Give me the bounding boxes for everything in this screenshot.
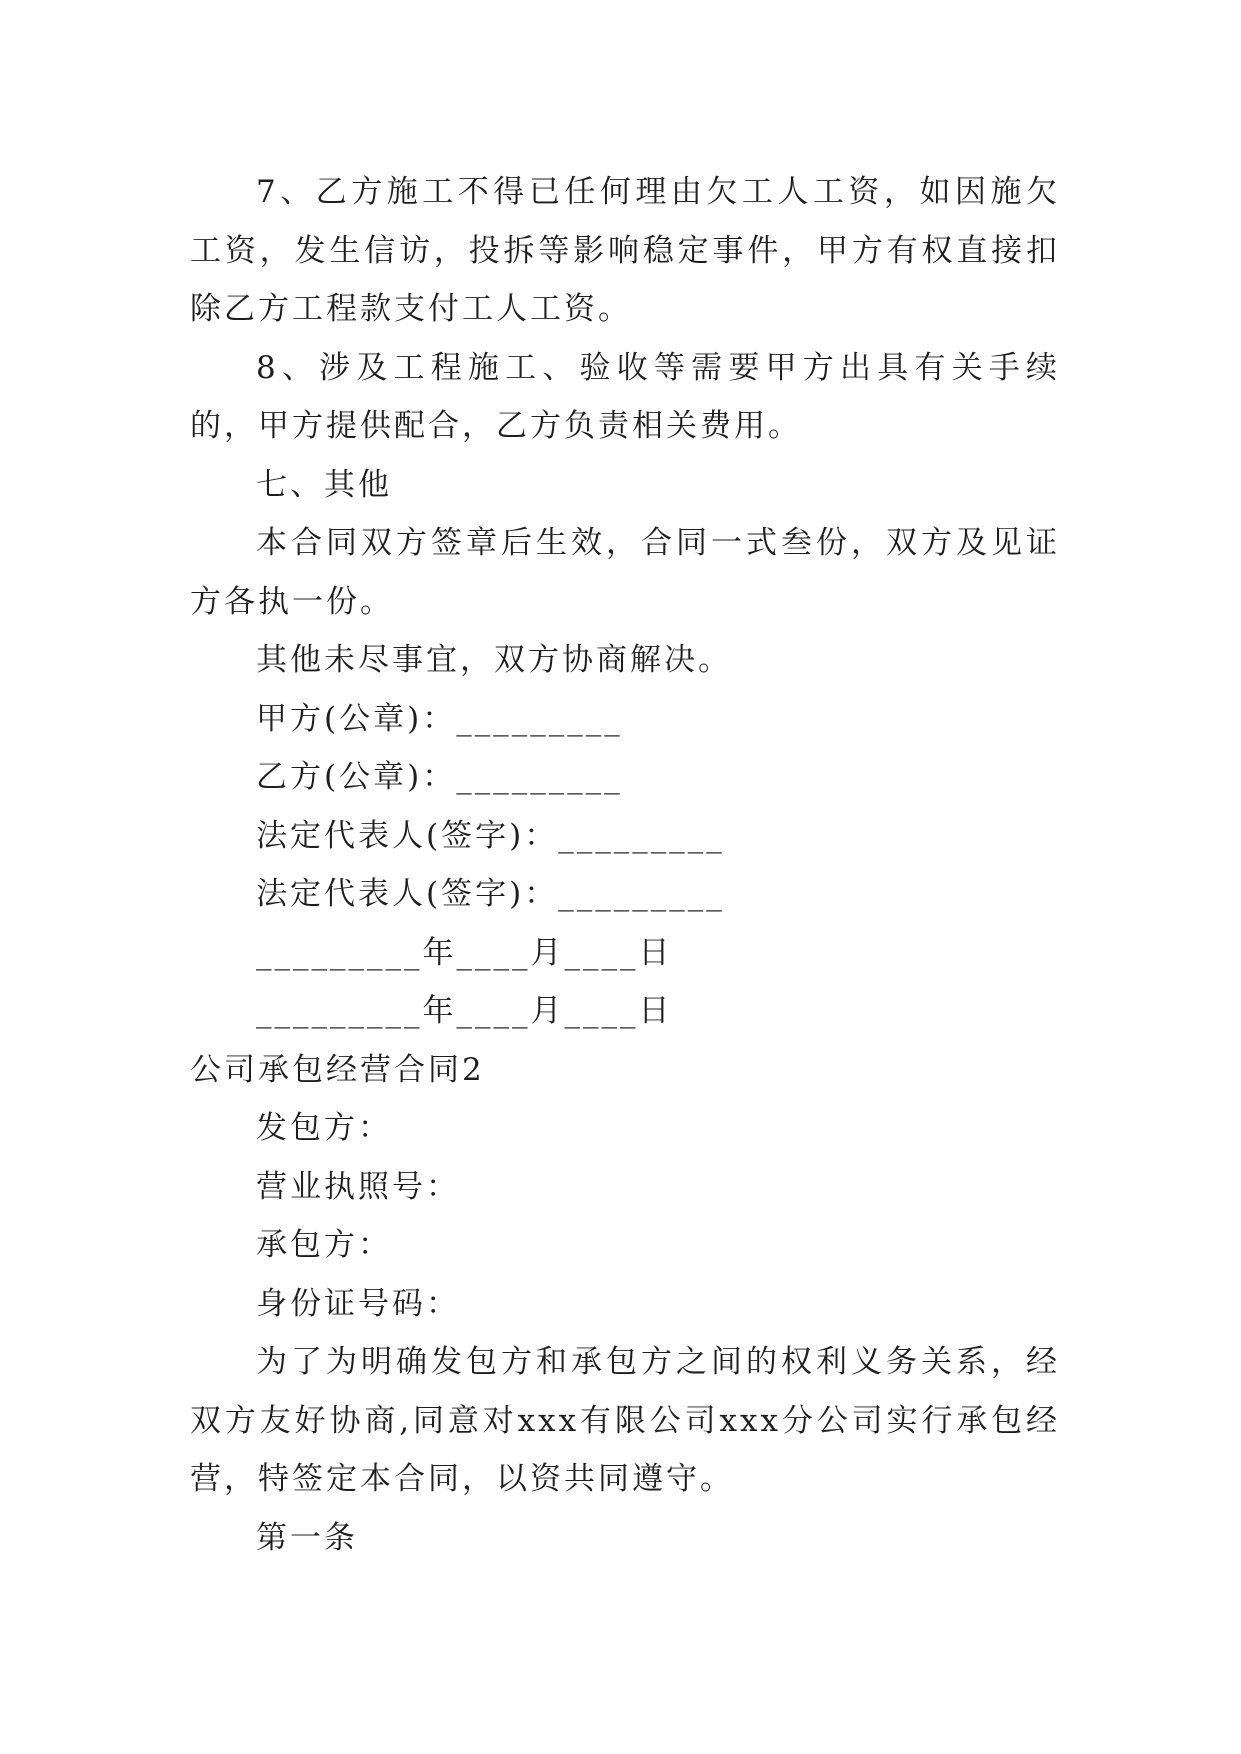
contractor-label: 承包方： — [256, 1227, 392, 1263]
clause-7: 7、乙方施工不得已任何理由欠工人工资，如因施欠工资，发生信访，投拆等影响稳定事件，甲方有权直接扣除乙方工程款支付工人工资。 — [190, 174, 1060, 327]
business-license-label: 营业执照号： — [256, 1168, 460, 1205]
clause-8: 8、涉及工程施工、验收等需要甲方出具有关手续的，甲方提供配合，乙方负责相关费用。 — [190, 349, 1060, 444]
legal-rep-signature-line-2: 法定代表人(签字)：_________ — [256, 876, 725, 912]
other-matters: 其他未尽事宜，双方协商解决。 — [256, 642, 732, 678]
contract-2-title: 公司承包经营合同2 — [190, 1051, 485, 1088]
party-b-seal-line: 乙方(公章)：_________ — [256, 759, 623, 795]
effect-text: 本合同双方签章后生效，合同一式叁份，双方及见证方各执一份。 — [190, 525, 1060, 620]
id-number-label: 身份证号码： — [256, 1285, 460, 1322]
party-a-seal-line: 甲方(公章)：_________ — [256, 700, 623, 737]
date-line-2: _________年____月____日 — [256, 993, 673, 1029]
employer-label: 发包方： — [256, 1110, 392, 1146]
document-body — [190, 163, 1060, 1567]
section-7-title: 七、其他 — [256, 466, 392, 503]
purpose-paragraph: 为了为明确发包方和承包方之间的权利义务关系，经双方友好协商,同意对xxx有限公司xxx分公司实行承包经营，特签定本合同，以资共同遵守。 — [190, 1344, 1060, 1497]
legal-rep-signature-line-1: 法定代表人(签字)：_________ — [256, 817, 725, 854]
article-1-heading: 第一条 — [256, 1519, 358, 1556]
date-line-1: _________年____月____日 — [256, 934, 673, 971]
